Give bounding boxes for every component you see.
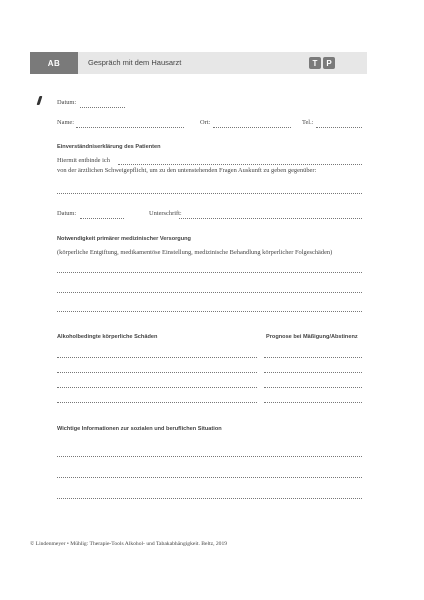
- recipient-field[interactable]: [57, 193, 362, 194]
- damage-line-1[interactable]: [57, 357, 257, 358]
- social-line-2[interactable]: [57, 477, 362, 478]
- medical-line-2[interactable]: [57, 292, 362, 293]
- medical-line-1[interactable]: [57, 272, 362, 273]
- medical-heading: Notwendigkeit primärer medizinischer Versorgung: [57, 236, 191, 242]
- social-heading: Wichtige Informationen zur sozialen und beruflichen Situation: [57, 426, 222, 432]
- damage-heading: Alkoholbedingte körperliche Schäden: [57, 334, 158, 340]
- medical-hint: (körperliche Entgiftung, medikamentöse Einstellung, medizinische Behandlung körperlicher Folgeschäden): [57, 249, 333, 256]
- datum-field[interactable]: [80, 107, 125, 108]
- ort-label: Ort:: [200, 119, 211, 126]
- prognosis-heading: Prognose bei Mäßigung/Abstinenz: [266, 334, 358, 340]
- copyright-footer: © Lindenmeyer • Mühlig: Therapie-Tools Alkohol- und Tabakabhängigkeit. Beltz, 2019: [30, 541, 228, 547]
- pen-icon: [37, 96, 43, 105]
- patient-name-field[interactable]: [118, 164, 362, 165]
- consent-line2: von der ärztlichen Schweigepflicht, um zu den untenstehenden Fragen Auskunft zu geben gegenüber:: [57, 167, 317, 174]
- ort-field[interactable]: [213, 127, 291, 128]
- tel-field[interactable]: [316, 127, 362, 128]
- damage-line-3[interactable]: [57, 387, 257, 388]
- signature-label: Unterschrift:: [149, 210, 182, 217]
- name-field[interactable]: [76, 127, 184, 128]
- datum-label: Datum:: [57, 99, 77, 106]
- consent-heading: Einverständniserklärung des Patienten: [57, 144, 161, 150]
- damage-line-2[interactable]: [57, 372, 257, 373]
- damage-line-4[interactable]: [57, 402, 257, 403]
- name-label: Name:: [57, 119, 75, 126]
- consent-datum-field[interactable]: [80, 218, 124, 219]
- consent-line1: Hiermit entbinde ich: [57, 157, 110, 164]
- prognosis-line-4[interactable]: [264, 402, 362, 403]
- prognosis-line-1[interactable]: [264, 357, 362, 358]
- page-title: Gespräch mit dem Hausarzt: [88, 58, 182, 67]
- prognosis-line-3[interactable]: [264, 387, 362, 388]
- badge-p: P: [323, 57, 335, 69]
- badge-t: T: [309, 57, 321, 69]
- consent-datum-label: Datum:: [57, 210, 77, 217]
- signature-field[interactable]: [179, 218, 362, 219]
- worksheet-tag: AB: [30, 52, 78, 74]
- prognosis-line-2[interactable]: [264, 372, 362, 373]
- social-line-1[interactable]: [57, 456, 362, 457]
- tel-label: Tel.:: [302, 119, 314, 126]
- social-line-3[interactable]: [57, 498, 362, 499]
- medical-line-3[interactable]: [57, 311, 362, 312]
